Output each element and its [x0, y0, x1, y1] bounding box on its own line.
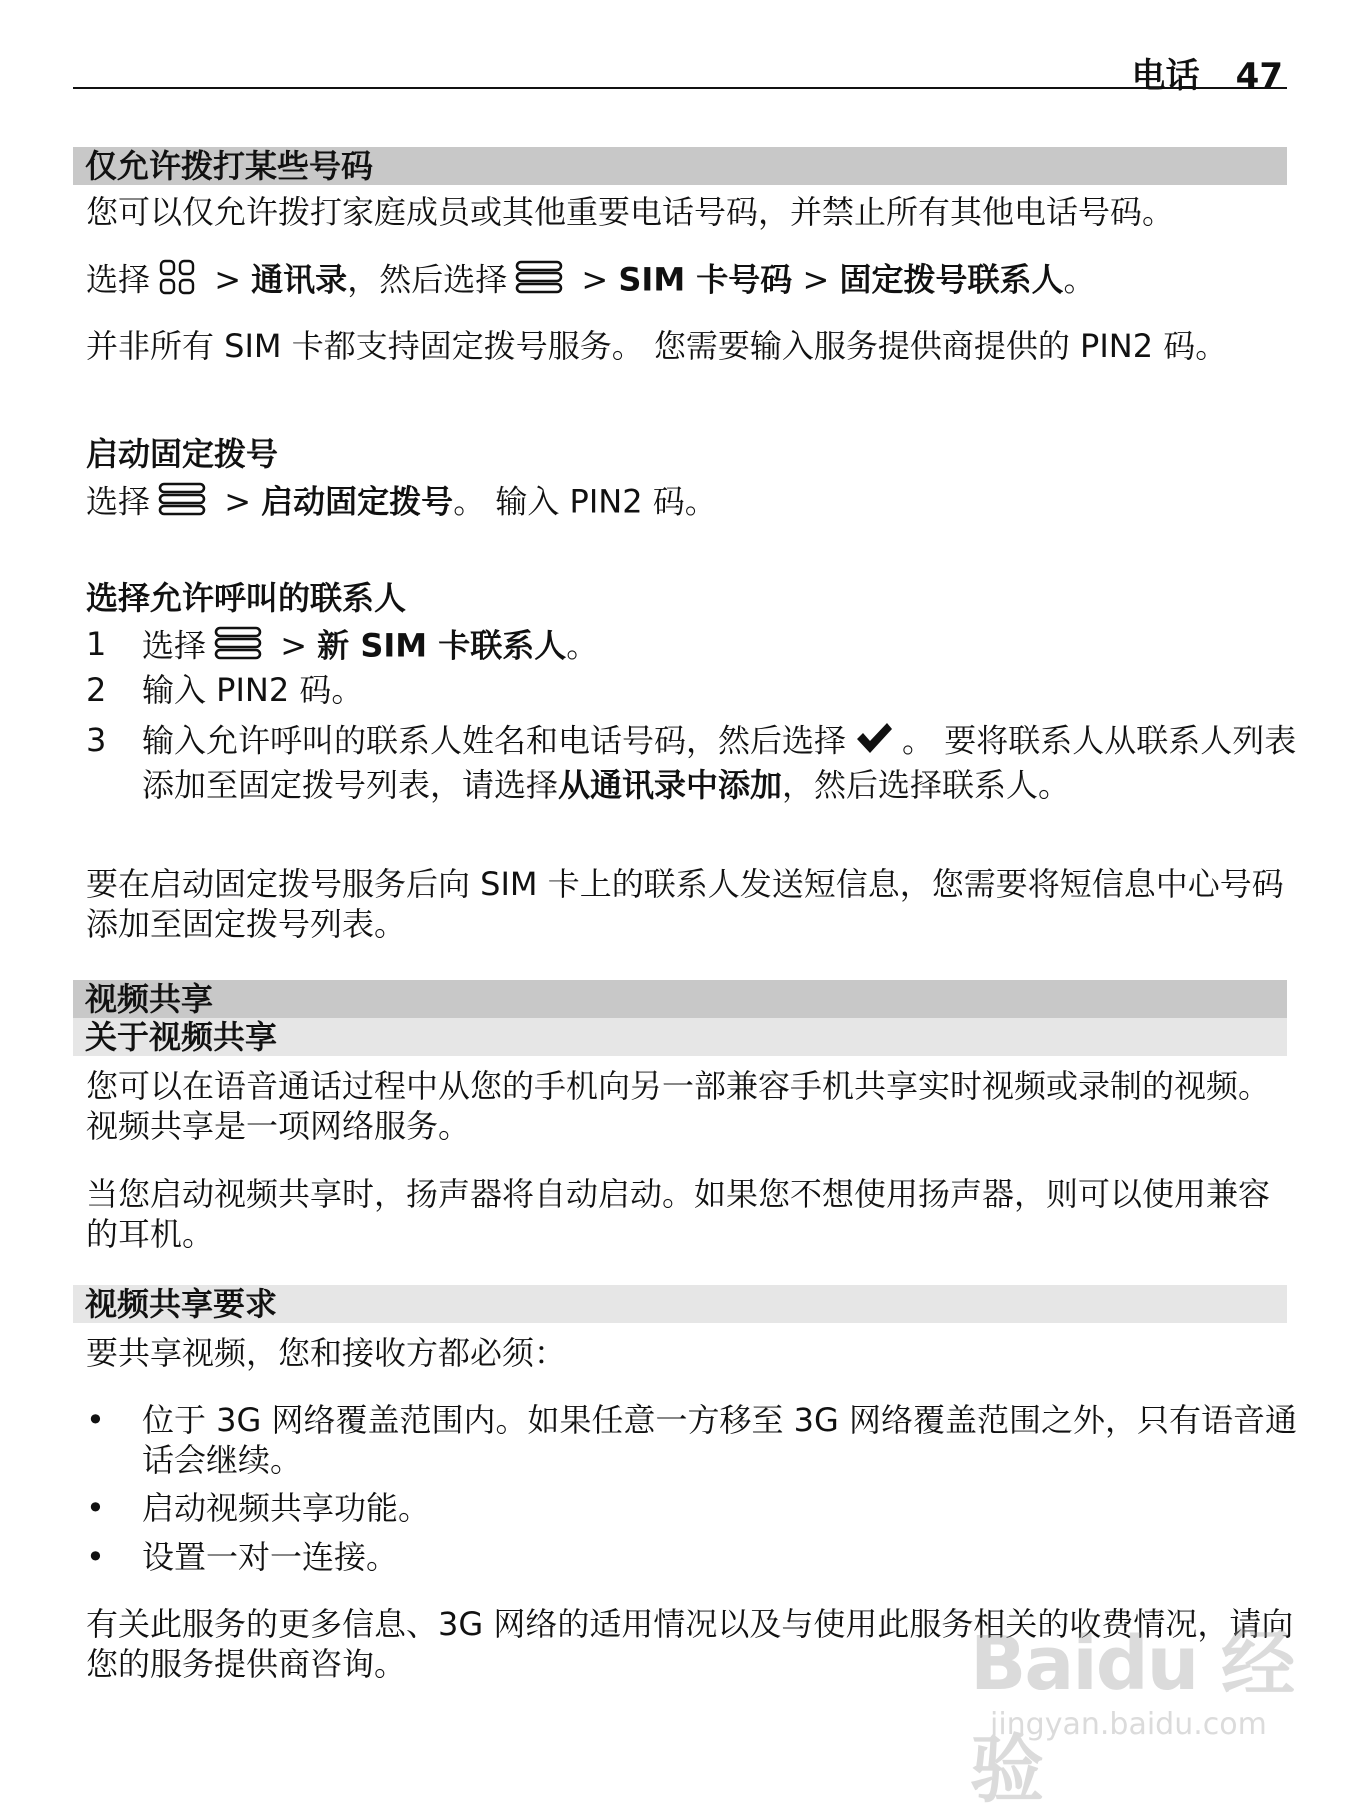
step-number: 3	[86, 721, 107, 759]
heading-enable-fixed-dialing: 启动固定拨号	[86, 435, 279, 473]
requirement-item: 设置一对一连接。	[142, 1538, 399, 1576]
paragraph-enable-steps: 选择 > 启动固定拨号。 输入 PIN2 码。	[86, 480, 1300, 527]
heading-select-allowed-contacts: 选择允许呼叫的联系人	[86, 579, 407, 617]
path-sim-numbers: SIM 卡号码	[618, 260, 793, 299]
step-number: 1	[86, 625, 107, 663]
subsection-video-sharing-requirements: 视频共享要求	[73, 1285, 1287, 1323]
paragraph-requirements-intro: 要共享视频，您和接收方都必须：	[86, 1334, 567, 1372]
path-enable-fixed-dialing: 启动固定拨号	[261, 482, 454, 521]
bullet: •	[86, 1401, 105, 1439]
path-new-sim-contact: 新 SIM 卡联系人	[317, 626, 567, 665]
section-title-fixed-dialing: 仅允许拨打某些号码	[73, 147, 1287, 185]
apps-grid-icon	[158, 258, 196, 305]
paragraph-select-path: 选择 > 通讯录，然后选择 > SIM 卡号码 > 固定拨号联系人。	[86, 258, 1300, 305]
step-3: 输入允许呼叫的联系人姓名和电话号码，然后选择 。 要将联系人从联系人列表添加至固定拨号列表，请选择从通讯录中添加，然后选择联系人。	[142, 721, 1297, 804]
path-contacts: 通讯录	[251, 260, 348, 299]
watermark	[970, 1605, 1300, 1813]
requirement-item: 启动视频共享功能。	[142, 1489, 431, 1527]
path-fixed-contacts: 固定拨号联系人	[839, 260, 1064, 299]
options-menu-icon	[515, 258, 563, 305]
header-title: 电话	[1131, 56, 1200, 96]
page-header	[1096, 48, 1283, 97]
step-number: 2	[86, 671, 107, 709]
subsection-about-video-sharing: 关于视频共享	[73, 1018, 1287, 1056]
baidu-watermark-logo: Baidu 经验	[970, 1621, 1294, 1813]
step-2: 输入 PIN2 码。	[142, 671, 364, 709]
paragraph-sim-support: 并非所有 SIM 卡都支持固定拨号服务。 您需要输入服务提供商提供的 PIN2 码。	[86, 327, 1228, 365]
step-1: 选择 > 新 SIM 卡联系人。	[142, 624, 1300, 671]
bullet: •	[86, 1538, 105, 1576]
paragraph-sms-center: 要在启动固定拨号服务后向 SIM 卡上的联系人发送短信息，您需要将短信息中心号码添加至固定拨号列表。	[86, 865, 1284, 943]
page-number: 47	[1235, 56, 1283, 96]
options-menu-icon	[214, 624, 262, 671]
paragraph-speaker: 当您启动视频共享时，扬声器将自动启动。如果您不想使用扬声器，则可以使用兼容的耳机。	[86, 1175, 1271, 1253]
watermark-url: jingyan.baidu.com	[990, 1707, 1267, 1742]
paragraph-intro: 您可以仅允许拨打家庭成员或其他重要电话号码，并禁止所有其他电话号码。	[86, 193, 1175, 231]
option-add-from-contacts: 从通讯录中添加	[558, 766, 783, 804]
bullet: •	[86, 1489, 105, 1527]
header-rule	[73, 87, 1287, 89]
section-title-video-sharing: 视频共享	[73, 980, 1287, 1018]
requirement-item: 位于 3G 网络覆盖范围内。如果任意一方移至 3G 网络覆盖范围之外，只有语音通话会继续。	[142, 1401, 1298, 1479]
paragraph-video-sharing-intro: 您可以在语音通话过程中从您的手机向另一部兼容手机共享实时视频或录制的视频。 视频共享是一项网络服务。	[86, 1067, 1271, 1145]
checkmark-icon	[854, 720, 894, 765]
options-menu-icon	[158, 480, 206, 527]
paragraph-more-info: 有关此服务的更多信息、3G 网络的适用情况以及与使用此服务相关的收费情况，请向您的服务提供商咨询。	[86, 1605, 1294, 1683]
